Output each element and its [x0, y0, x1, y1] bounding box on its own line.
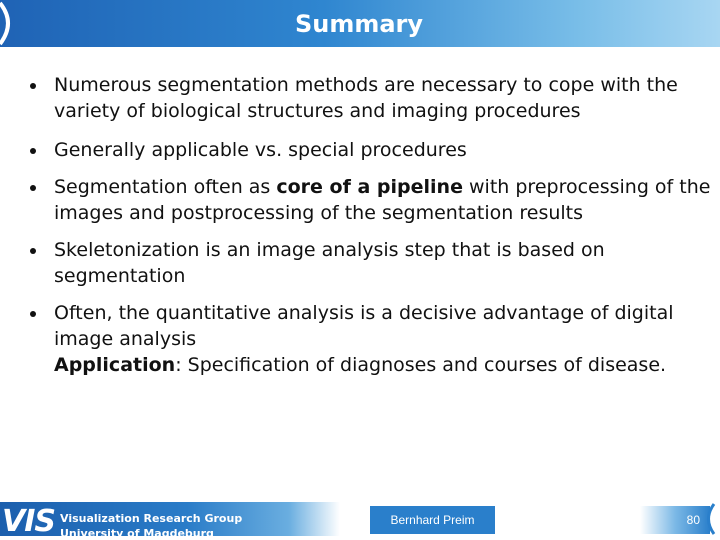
slide-footer: [0, 496, 720, 540]
vis-logo: VIS: [2, 504, 55, 539]
bullet-dot: [30, 148, 36, 154]
slide-header: [0, 0, 720, 47]
bullet-list: [30, 72, 715, 378]
page-number: 80: [686, 513, 700, 527]
page-number-box: [640, 506, 710, 534]
author-name: Bernhard Preim: [390, 513, 475, 527]
bullet-text: Often, the quantitative analysis is a decisive advantage of digital image analysis: [54, 302, 674, 350]
bullet-text: Generally applicable vs. special procedures: [54, 139, 467, 161]
bullet-dot: [30, 248, 36, 254]
bullet-text-post: with preprocessing of the images and postprocessing of the segmentation results: [54, 176, 711, 224]
bullet-text: Numerous segmentation methods are necessary to cope with the variety of biological structures and imaging procedures: [54, 74, 678, 122]
bullet-text-pre: Segmentation often as: [54, 176, 277, 198]
bullet-text-bold: core of a pipeline: [276, 176, 463, 198]
application-label: Application: [54, 354, 176, 376]
group-logo-band: [0, 502, 340, 540]
group-name-line2: University of Magdeburg: [60, 527, 214, 540]
bullet-item: [30, 174, 715, 226]
bullet-item: [30, 237, 715, 289]
application-text: : Specification of diagnoses and courses of disease.: [175, 354, 667, 376]
bullet-item: [30, 137, 715, 163]
group-name-line1: Visualization Research Group: [60, 512, 243, 525]
author-box: [370, 506, 495, 534]
bullet-dot: [30, 311, 36, 317]
bullet-item: [30, 72, 715, 124]
bullet-text: Skeletonization is an image analysis step that is based on segmentation: [54, 239, 605, 287]
group-name: [60, 511, 242, 540]
bullet-dot: [30, 185, 36, 191]
bullet-item: [30, 300, 715, 378]
slide-title: Summary: [294, 10, 424, 38]
bullet-dot: [30, 83, 36, 89]
parenthesis-arc-icon: [701, 502, 717, 536]
